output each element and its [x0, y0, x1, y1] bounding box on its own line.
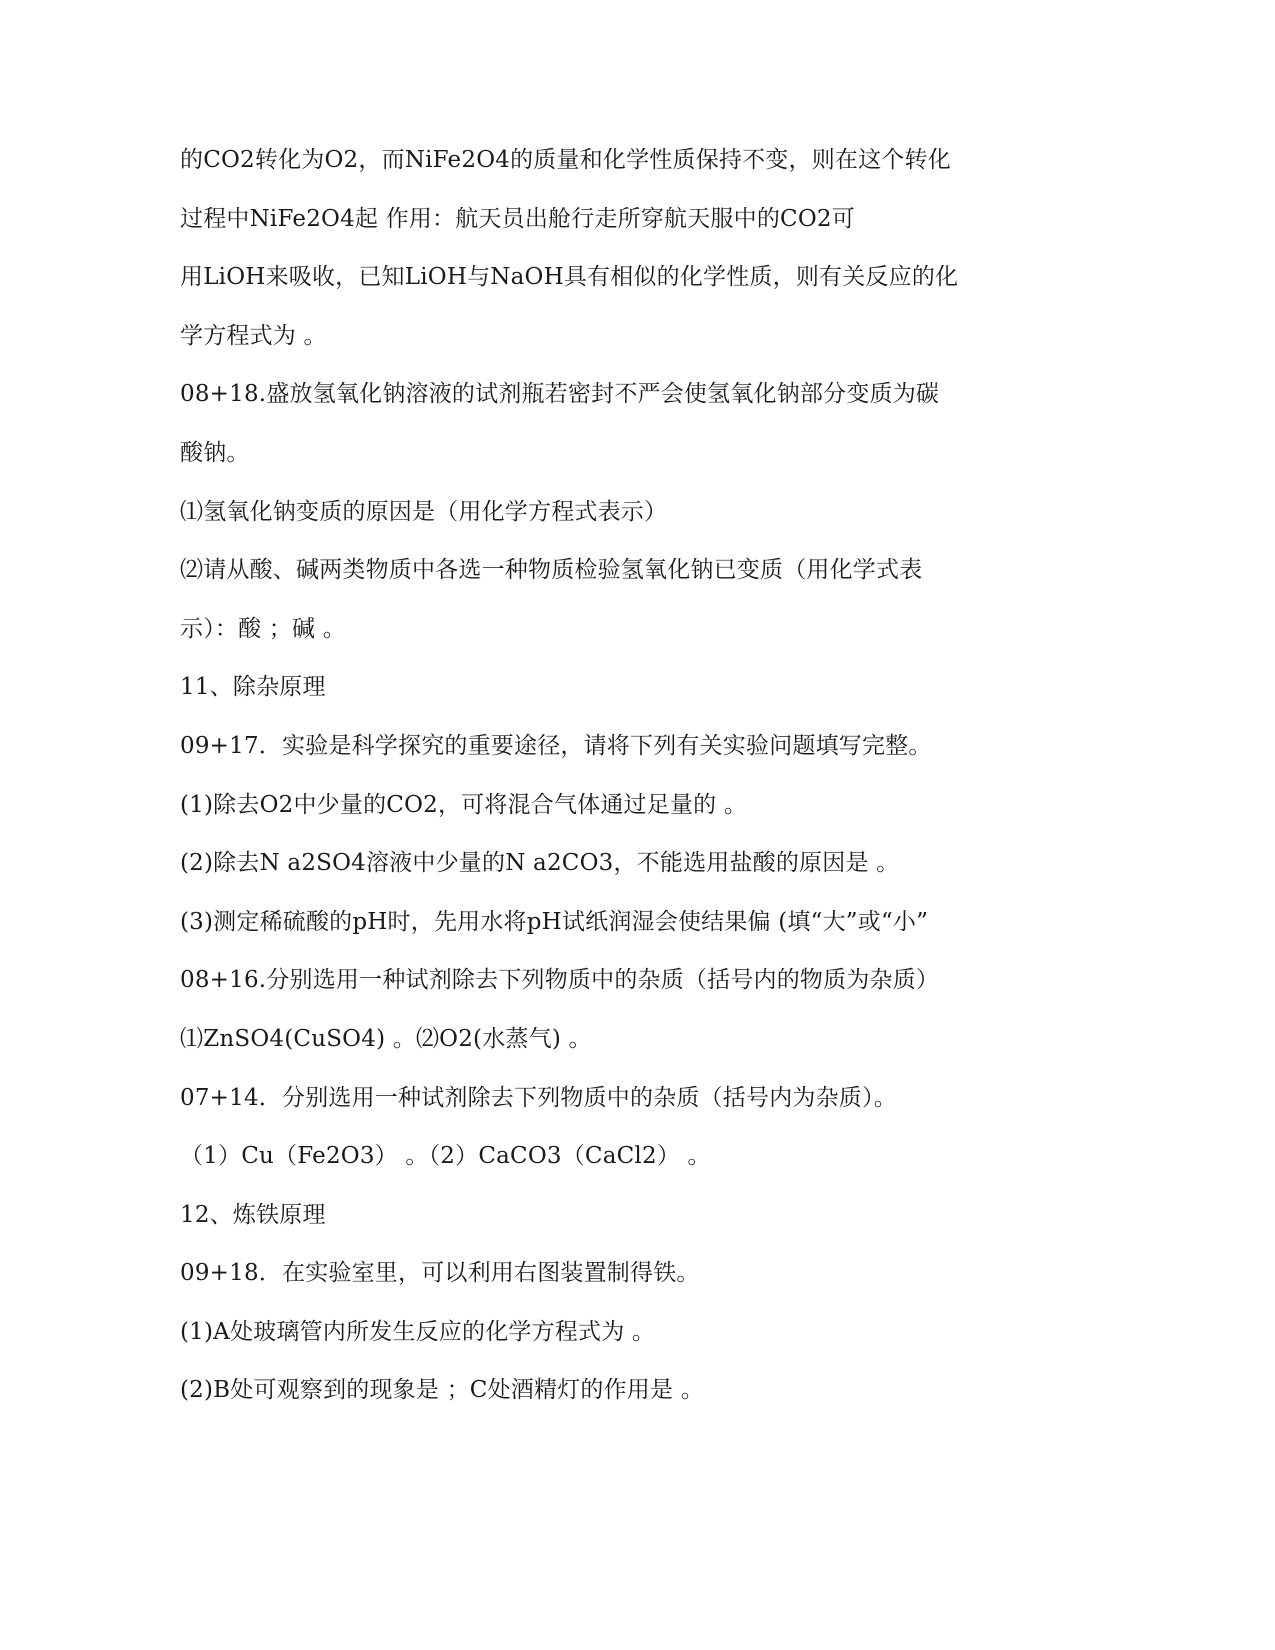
text-line: 的CO2转化为O2，而NiFe2O4的质量和化学性质保持不变，则在这个转化 [180, 147, 951, 173]
question-09-17: 09+17．实验是科学探究的重要途径，请将下列有关实验问题填写完整。 [180, 732, 932, 759]
subquestion-1: ⑴氢氧化钠变质的原因是（用化学方程式表示） [180, 498, 668, 525]
text-line: 过程中NiFe2O4起 作用：航天员出舱行走所穿航天服中的CO2可 [180, 205, 855, 232]
text-body [180, 140, 980, 1429]
section-heading-11: 11、除杂原理 [180, 674, 326, 701]
question-08-16: 08+16.分别选用一种试剂除去下列物质中的杂质（括号内的物质为杂质） [180, 967, 940, 994]
question-07-14: 07+14．分别选用一种试剂除去下列物质中的杂质（括号内为杂质）。 [180, 1084, 897, 1111]
text-line: 学方程式为 。 [180, 322, 327, 349]
subquestion-line: ⑴ZnSO4(CuSO4) 。⑵O2(水蒸气) 。 [180, 1025, 592, 1052]
subquestion-3: (3)测定稀硫酸的pH时，先用水将pH试纸润湿会使结果偏 (填“大”或“小” [180, 908, 929, 935]
subquestion-2: (2)除去N a2SO4溶液中少量的N a2CO3，不能选用盐酸的原因是 。 [180, 850, 900, 877]
subquestion-2: (2)B处可观察到的现象是 ；C处酒精灯的作用是 。 [180, 1377, 704, 1404]
subquestion-1: (1)除去O2中少量的CO2，可将混合气体通过足量的 。 [180, 791, 748, 818]
text-line: 用LiOH来吸收，已知LiOH与NaOH具有相似的化学性质，则有关反应的化 [180, 264, 959, 291]
subquestion-1: (1)A处玻璃管内所发生反应的化学方程式为 。 [180, 1318, 656, 1345]
question-08-18: 08+18.盛放氢氧化钠溶液的试剂瓶若密封不严会使氢氧化钠部分变质为碳 [180, 381, 940, 408]
text-line: 酸钠。 [180, 439, 250, 466]
question-09-18: 09+18．在实验室里，可以利用右图装置制得铁。 [180, 1260, 700, 1287]
subquestion-line: （1）Cu（Fe2O3） 。（2）CaCO3（CaCl2） 。 [180, 1143, 711, 1170]
text-line: 示）：酸 ；碱 。 [180, 615, 346, 642]
subquestion-2: ⑵请从酸、碱两类物质中各选一种物质检验氢氧化钠已变质（用化学式表 [180, 557, 923, 584]
section-heading-12: 12、炼铁原理 [180, 1201, 326, 1228]
